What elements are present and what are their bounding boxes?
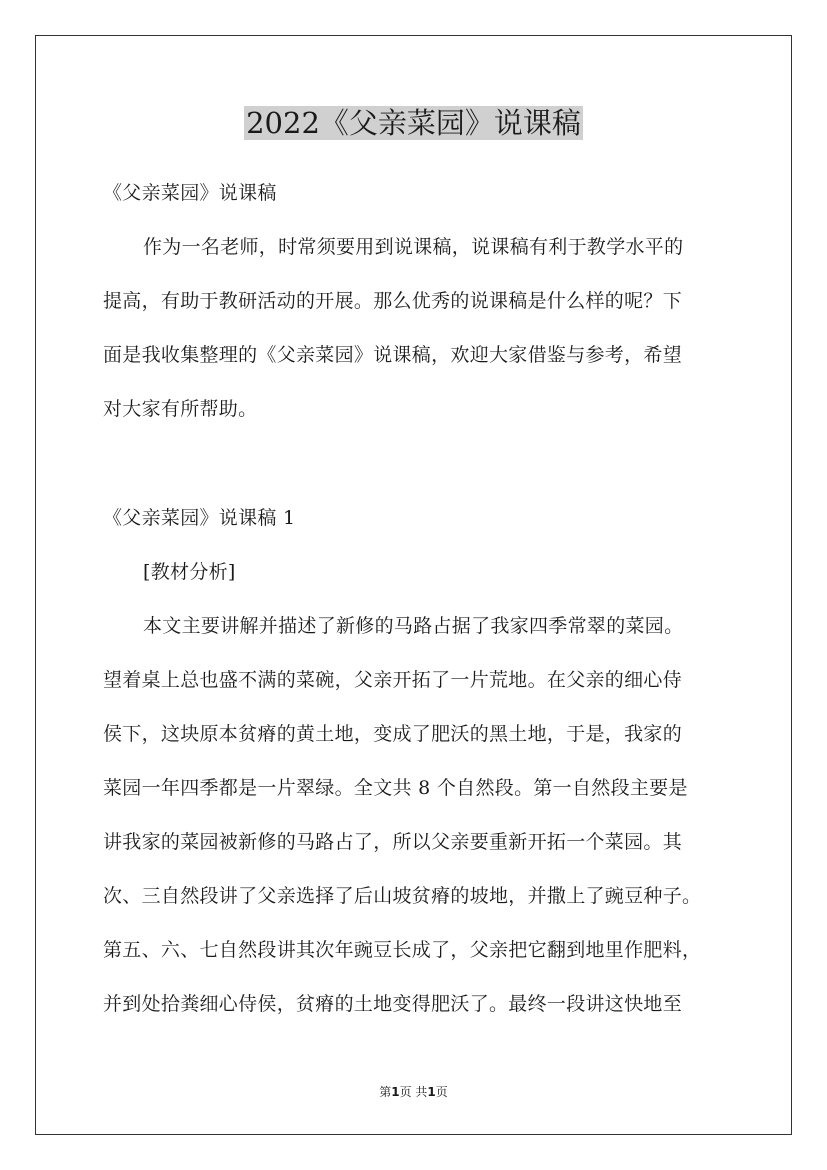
intro-line: 对大家有所帮助。 (103, 398, 258, 420)
body-line: 菜园一年四季都是一片翠绿。全文共 8 个自然段。第一自然段主要是 (103, 777, 688, 799)
footer-page-mid: 页 共 (399, 1085, 428, 1099)
body-line: 次、三自然段讲了父亲选择了后山坡贫瘠的坡地，并撒上了豌豆种子。 (103, 885, 702, 907)
footer-page-prefix: 第 (379, 1085, 392, 1099)
body-line: 望着桌上总也盛不满的菜碗，父亲开拓了一片荒地。在父亲的细心侍 (103, 669, 683, 691)
body-line: 讲我家的菜园被新修的马路占了，所以父亲要重新开拓一个菜园。其 (103, 831, 683, 853)
subtitle-2: 《父亲菜园》说课稿 1 (103, 507, 296, 529)
document-title-text: 2022《父亲菜园》说课稿 (246, 106, 581, 140)
intro-line: 提高，有助于教研活动的开展。那么优秀的说课稿是什么样的呢？下 (103, 290, 683, 312)
body-line: 并到处拾粪细心侍侯，贫瘠的土地变得肥沃了。最终一段讲这快地至 (103, 993, 683, 1015)
section-heading: [教材分析] (143, 561, 236, 583)
footer-page-suffix: 页 (435, 1085, 448, 1099)
body-paragraph (103, 599, 743, 1031)
footer-page-total: 1 (427, 1085, 436, 1099)
intro-line: 作为一名老师，时常须要用到说课稿，说课稿有利于教学水平的 (143, 236, 684, 258)
intro-paragraph (103, 220, 743, 436)
intro-line: 面是我收集整理的《父亲菜园》说课稿，欢迎大家借鉴与参考，希望 (103, 344, 683, 366)
subtitle-1: 《父亲菜园》说课稿 (103, 182, 277, 204)
body-line: 侯下，这块原本贫瘠的黄土地，变成了肥沃的黑土地，于是，我家的 (103, 723, 683, 745)
document-title (0, 104, 827, 142)
body-line: 本文主要讲解并描述了新修的马路占据了我家四季常翠的菜园。 (143, 615, 684, 637)
body-line: 第五、六、七自然段讲其次年豌豆长成了，父亲把它翻到地里作肥料， (103, 939, 702, 961)
page-footer (0, 1084, 827, 1100)
footer-page-current: 1 (391, 1085, 400, 1099)
